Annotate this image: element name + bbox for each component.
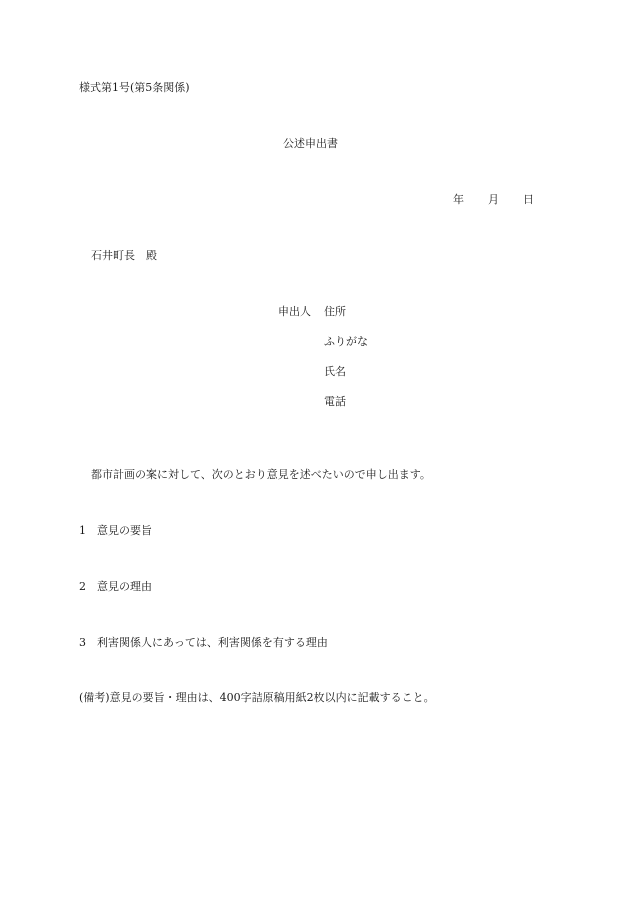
address-label: 住所: [324, 305, 346, 318]
item-number: 1: [79, 524, 86, 537]
body-statement: 都市計画の案に対して、次のとおり意見を述べたいので申し出ます。: [91, 468, 431, 481]
name-label: 氏名: [324, 365, 346, 378]
document-title: 公述申出書: [283, 137, 338, 150]
applicant-label: 申出人: [278, 305, 311, 318]
item-text: 意見の理由: [97, 580, 152, 593]
date-year-label: 年: [453, 193, 464, 206]
form-number: 様式第1号(第5条関係): [79, 81, 190, 94]
list-item: [79, 524, 152, 538]
list-item: [79, 580, 152, 594]
furigana-label: ふりがな: [324, 335, 368, 348]
date-day-label: 日: [523, 193, 534, 206]
item-text: 意見の要旨: [97, 524, 152, 537]
item-text: 利害関係人にあっては、利害関係を有する理由: [97, 636, 328, 649]
item-number: 2: [79, 580, 86, 593]
list-item: [79, 636, 328, 650]
addressee: 石井町長 殿: [91, 249, 157, 262]
date-month-label: 月: [488, 193, 499, 206]
phone-label: 電話: [324, 395, 346, 408]
remarks-note: (備考)意見の要旨・理由は、400字詰原稿用紙2枚以内に記載すること。: [79, 691, 435, 704]
item-number: 3: [79, 636, 86, 649]
